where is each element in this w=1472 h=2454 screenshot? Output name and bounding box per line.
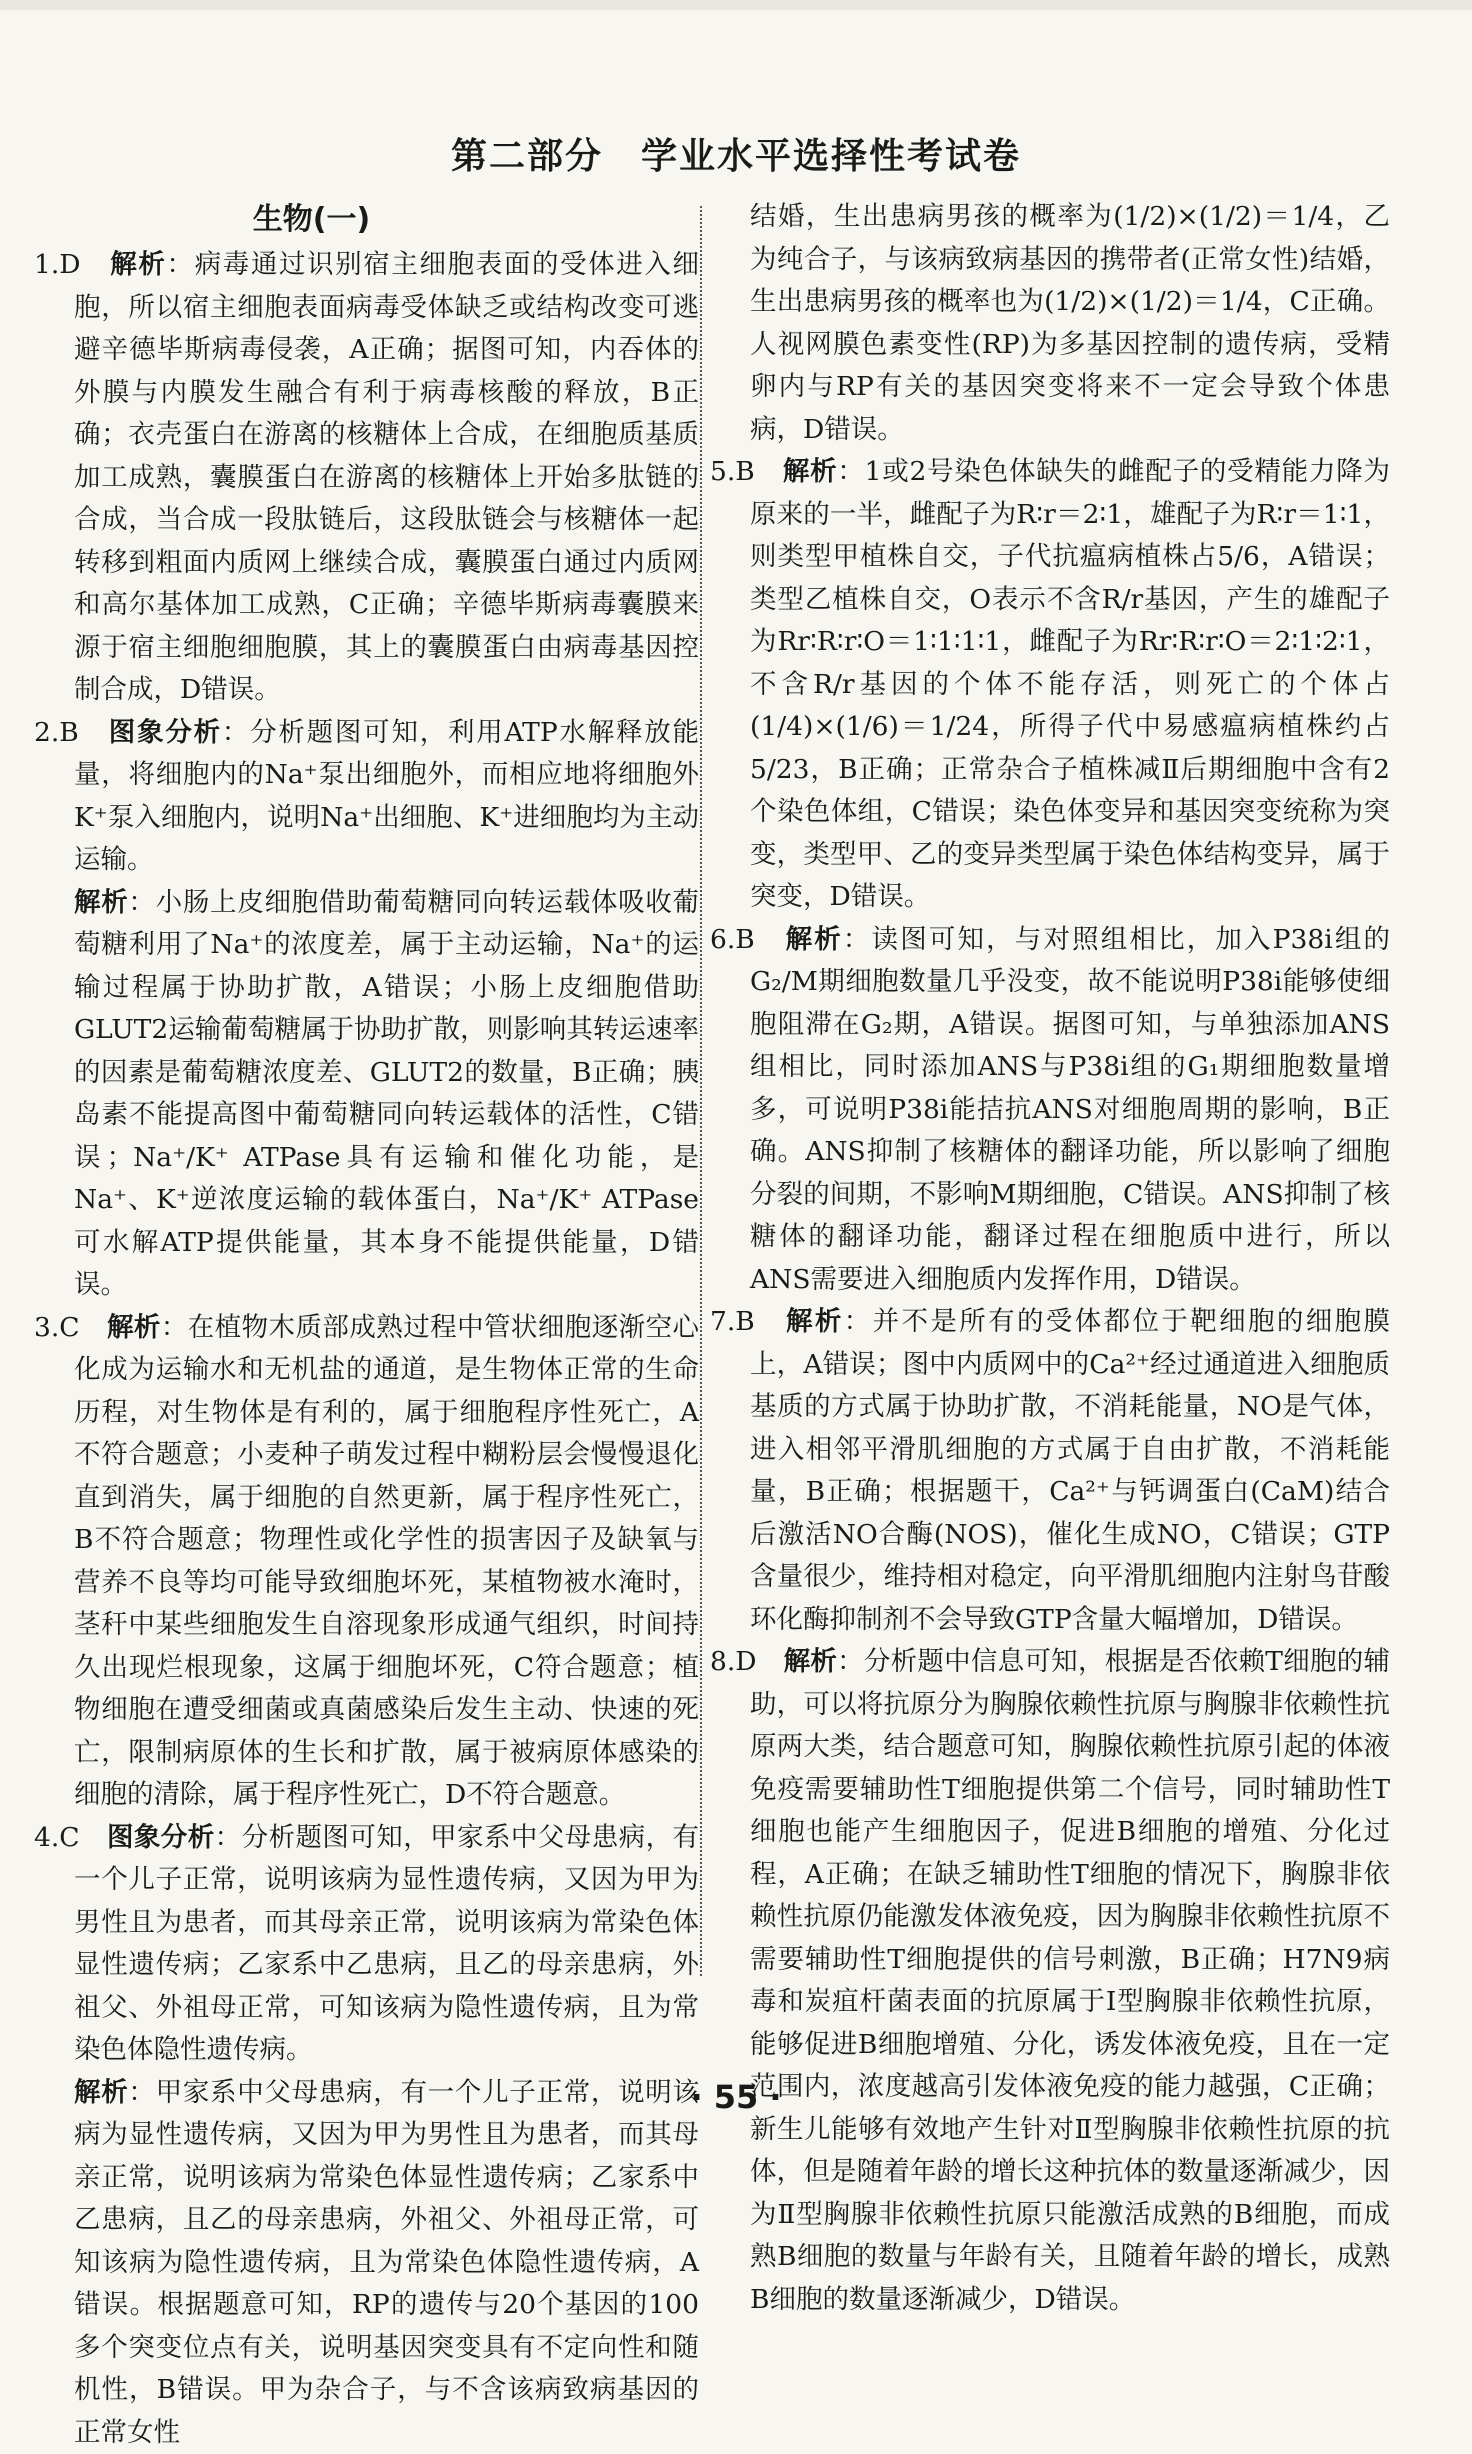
answer-text: ：分析题中信息可知，根据是否依赖T细胞的辅助，可以将抗原分为胸腺依赖性抗原与胸腺非依赖性抗原两大类，结合题意可知，胸腺依赖性抗原引起的体液免疫需要辅助性T细胞提供第二个信号，同时辅助性T细胞也能产生细胞因子，促进B细胞的增殖、分化过程，A正确；在缺乏辅助性T细胞的情况下，胸腺非依赖性抗原仍能激发体液免疫，因为胸腺非依赖性抗原不需要辅助性T细胞提供的信号刺激，B正确；H7N9病毒和炭疽杆菌表面的抗原属于Ⅰ型胸腺非依赖性抗原，能够促进B细胞增殖、分化，诱发体液免疫，且在一定范围内，浓度越高引发体液免疫的能力越强，C正确；新生儿能够有效地产生针对Ⅱ型胸腺非依赖性抗原的抗体，但是随着年龄的增长这种抗体的数量逐渐减少，因为Ⅱ型胸腺非依赖性抗原只能激活成熟的B细胞，而成熟B细胞的数量与年龄有关，且随着年龄的增长，成熟B细胞的数量逐渐减少，D错误。 — [750, 1646, 1390, 2315]
analysis-label: 解析 — [786, 924, 843, 955]
figure-analysis-label: 图象分析 — [107, 1822, 215, 1853]
top-edge-strip — [0, 0, 1472, 10]
answer-text: ：病毒通过识别宿主细胞表面的受体进入细胞，所以宿主细胞表面病毒受体缺乏或结构改变可逃避辛德毕斯病毒侵袭，A正确；据图可知，内吞体的外膜与内膜发生融合有利于病毒核酸的释放，B正确；衣壳蛋白在游离的核糖体上合成，在细胞质基质加工成熟，囊膜蛋白在游离的核糖体上开始多肽链的合成，当合成一段肽链后，这段肽链会与核糖体一起转移到粗面内质网上继续合成，囊膜蛋白通过内质网和高尔基体加工成熟，C正确；辛德毕斯病毒囊膜来源于宿主细胞细胞膜，其上的囊膜蛋白由病毒基因控制合成，D错误。 — [74, 249, 699, 705]
section-subtitle: 生物(一) — [0, 196, 699, 244]
answer-text: ：分析题图可知，利用ATP水解释放能量，将细胞内的Na⁺泵出细胞外，而相应地将细胞外K⁺泵入细胞内，说明Na⁺出细胞、K⁺进细胞均为主动运输。 — [74, 717, 699, 876]
answer-text: ：甲家系中父母患病，有一个儿子正常，说明该病为显性遗传病，又因为甲为男性且为患者，而其母亲正常，说明该病为常染色体显性遗传病；乙家系中乙患病，且乙的母亲患病，外祖父、外祖母正常，可知该病为隐性遗传病，且为常染色体隐性遗传病，A错误。根据题意可知，RP的遗传与20个基因的100多个突变位点有关，说明基因突变具有不定向性和随机性，B错误。甲为杂合子，与不含该病致病基因的正常女性 — [74, 2077, 699, 2448]
analysis-label: 解析 — [74, 887, 128, 918]
analysis-label: 解析 — [110, 249, 166, 280]
analysis-label: 解析 — [784, 1646, 838, 1677]
answer-item-7 — [710, 1301, 1390, 1641]
answer-item-2-analysis — [34, 882, 699, 1307]
answer-item-1 — [34, 244, 699, 712]
answer-item-4-continued: 结婚，生出患病男孩的概率为(1/2)×(1/2)＝1/4，乙为纯合子，与该病致病基因的携带者(正常女性)结婚，生出患病男孩的概率也为(1/2)×(1/2)＝1/4，C正确。人视网膜色素变性(RP)为多基因控制的遗传病，受精卵内与RP有关的基因突变将来不一定会导致个体患病，D错误。 — [710, 196, 1390, 451]
answer-item-3 — [34, 1307, 699, 1817]
answer-text: ：分析题图可知，甲家系中父母患病，有一个儿子正常，说明该病为显性遗传病，又因为甲为男性且为患者，而其母亲正常，说明该病为常染色体显性遗传病；乙家系中乙患病，且乙的母亲患病，外祖父、外祖母正常，可知该病为隐性遗传病，且为常染色体隐性遗传病。 — [74, 1822, 699, 2066]
answer-text: ：并不是所有的受体都位于靶细胞的细胞膜上，A错误；图中内质网中的Ca²⁺经过通道进入细胞质基质的方式属于协助扩散，不消耗能量，NO是气体，进入相邻平滑肌细胞的方式属于自由扩散，不消耗能量，B正确；根据题干，Ca²⁺与钙调蛋白(CaM)结合后激活NO合酶(NOS)，催化生成NO，C错误；GTP含量很少，维持相对稳定，向平滑肌细胞内注射鸟苷酸环化酶抑制剂不会导致GTP含量大幅增加，D错误。 — [750, 1306, 1390, 1635]
analysis-label: 解析 — [107, 1312, 161, 1343]
analysis-label: 解析 — [783, 456, 838, 487]
answer-item-5 — [710, 451, 1390, 919]
answer-number: 8.D — [710, 1646, 757, 1677]
answer-number: 3.C — [34, 1312, 80, 1343]
answer-number: 6.B — [710, 924, 755, 955]
answer-text: ：1或2号染色体缺失的雌配子的受精能力降为原来的一半，雌配子为R∶r＝2∶1，雄配子为R∶r＝1∶1，则类型甲植株自交，子代抗瘟病植株占5/6，A错误；类型乙植株自交，O表示不含R/r基因，产生的雄配子为Rr∶R∶r∶O＝1∶1∶1∶1，雌配子为Rr∶R∶r∶O＝2∶1∶2∶1，不含R/r基因的个体不能存活，则死亡的个体占(1/4)×(1/6)＝1/24，所得子代中易感瘟病植株约占5/23，B正确；正常杂合子植株减Ⅱ后期细胞中含有2个染色体组，C错误；染色体变异和基因突变统称为突变，类型甲、乙的变异类型属于染色体结构变异，属于突变，D错误。 — [750, 456, 1390, 912]
figure-analysis-label: 图象分析 — [109, 717, 222, 748]
analysis-label: 解析 — [74, 2077, 128, 2108]
answer-number: 4.C — [34, 1822, 80, 1853]
answer-number: 1.D — [34, 249, 81, 280]
answer-item-8 — [710, 1641, 1390, 2321]
answer-item-6 — [710, 919, 1390, 1302]
answer-item-4 — [34, 1817, 699, 2072]
page-number: · 55 · — [0, 2078, 1472, 2116]
analysis-label: 解析 — [786, 1306, 844, 1337]
answer-item-2 — [34, 712, 699, 882]
answer-text: ：在植物木质部成熟过程中管状细胞逐渐空心化成为运输水和无机盐的通道，是生物体正常的生命历程，对生物体是有利的，属于细胞程序性死亡，A不符合题意；小麦种子萌发过程中糊粉层会慢慢退化直到消失，属于细胞的自然更新，属于程序性死亡，B不符合题意；物理性或化学性的损害因子及缺氧与营养不良等均可能导致细胞坏死，某植物被水淹时，茎秆中某些细胞发生自溶现象形成通气组织，时间持久出现烂根现象，这属于细胞坏死，C符合题意；植物细胞在遭受细菌或真菌感染后发生主动、快速的死亡，限制病原体的生长和扩散，属于被病原体感染的细胞的清除，属于程序性死亡，D不符合题意。 — [74, 1312, 699, 1811]
page-title: 第二部分 学业水平选择性考试卷 — [0, 128, 1472, 179]
answer-number: 7.B — [710, 1306, 755, 1337]
answer-number: 5.B — [710, 456, 755, 487]
answer-text: ：小肠上皮细胞借助葡萄糖同向转运载体吸收葡萄糖利用了Na⁺的浓度差，属于主动运输，Na⁺的运输过程属于协助扩散，A错误；小肠上皮细胞借助GLUT2运输葡萄糖属于协助扩散，则影响其转运速率的因素是葡萄糖浓度差、GLUT2的数量，B正确；胰岛素不能提高图中葡萄糖同向转运载体的活性，C错误；Na⁺/K⁺ ATPase具有运输和催化功能，是Na⁺、K⁺逆浓度运输的载体蛋白，Na⁺/K⁺ ATPase可水解ATP提供能量，其本身不能提供能量，D错误。 — [74, 887, 699, 1301]
answer-text: ：读图可知，与对照组相比，加入P38i组的G₂/M期细胞数量几乎没变，故不能说明P38i能够使细胞阻滞在G₂期，A错误。据图可知，与单独添加ANS组相比，同时添加ANS与P38i组的G₁期细胞数量增多，可说明P38i能拮抗ANS对细胞周期的影响，B正确。ANS抑制了核糖体的翻译功能，所以影响了细胞分裂的间期，不影响M期细胞，C错误。ANS抑制了核糖体的翻译功能，翻译过程在细胞质中进行，所以ANS需要进入细胞质内发挥作用，D错误。 — [750, 924, 1390, 1295]
column-divider — [700, 206, 702, 1976]
answer-number: 2.B — [34, 717, 79, 748]
answer-item-4-analysis — [34, 2072, 699, 2454]
right-column — [710, 196, 1390, 2321]
